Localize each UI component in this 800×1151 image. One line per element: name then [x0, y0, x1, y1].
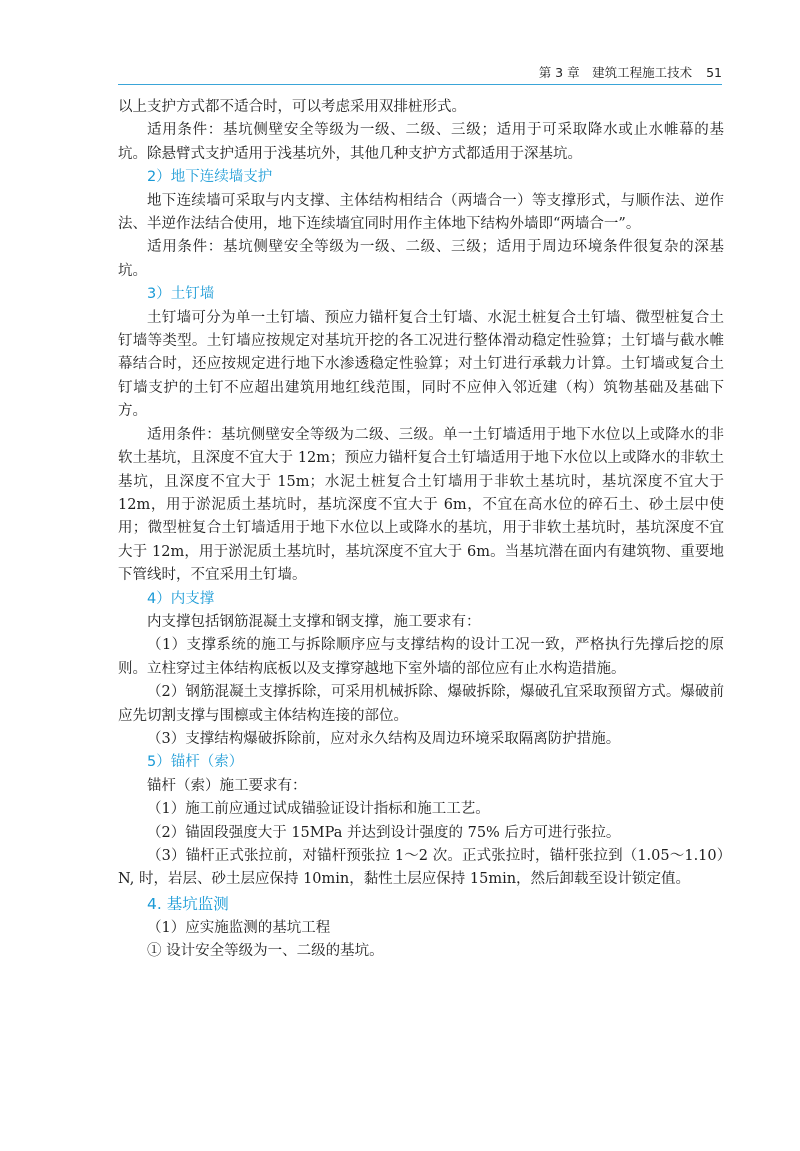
- list-item: （1）施工前应通过试成锚验证设计指标和施工工艺。: [147, 801, 490, 818]
- page-number: 51: [706, 65, 722, 80]
- page-header: [118, 62, 722, 85]
- paragraph: 土钉墙可分为单一土钉墙、预应力锚杆复合土钉墙、水泥土桩复合土钉墙、微型桩复合土钉墙等类型。土钉墙应按规定对基坑开挖的各工况进行整体滑动稳定性验算；土钉墙与截水帷幕结合时，还应按规定进行地下水渗透稳定性验算；对土钉进行承载力计算。土钉墙或复合土钉墙支护的土钉不应超出建筑用地红线范围，同时不应伸入邻近建（构）筑物基础及基础下方。: [118, 309, 724, 420]
- page-body: [118, 96, 724, 964]
- list-item: （2）锚固段强度大于 15MPa 并达到设计强度的 75% 后方可进行张拉。: [147, 824, 621, 841]
- header-text: [539, 63, 722, 81]
- list-item: ① 设计安全等级为一、二级的基坑。: [147, 943, 384, 960]
- subsection-heading-diaphragm-wall: 2）地下连续墙支护: [147, 169, 273, 186]
- list-item: （3）支撑结构爆破拆除前，应对永久结构及周边环境采取隔离防护措施。: [147, 730, 621, 747]
- list-item: （1）应实施监测的基坑工程: [147, 919, 331, 936]
- list-item: （1）支撑系统的施工与拆除顺序应与支撑结构的设计工况一致，严格执行先撑后挖的原则。立柱穿过主体结构底板以及支撑穿越地下室外墙的部位应有止水构造措施。: [118, 637, 724, 677]
- list-item: （3）锚杆正式张拉前，对锚杆预张拉 1～2 次。正式张拉时，锚杆张拉到（1.05～1.10）N, 时，岩层、砂土层应保持 10min，黏性土层应保持 15min，然后卸载至设计锁定值。: [118, 848, 724, 888]
- paragraph: 内支撑包括钢筋混凝土支撑和钢支撑，施工要求有：: [147, 613, 481, 630]
- subsection-heading-anchor: 5）锚杆（索）: [147, 754, 244, 771]
- list-item: （2）钢筋混凝土支撑拆除，可采用机械拆除、爆破拆除，爆破孔宜采取预留方式。爆破前应先切割支撑与围檩或主体结构连接的部位。: [118, 684, 724, 724]
- paragraph: 以上支护方式都不适合时，可以考虑采用双排桩形式。: [118, 99, 466, 115]
- paragraph: 锚杆（索）施工要求有：: [147, 777, 307, 794]
- subsection-heading-soil-nail-wall: 3）土钉墙: [147, 286, 215, 303]
- paragraph: 适用条件：基坑侧壁安全等级为一级、二级、三级；适用于周边环境条件很复杂的深基坑。: [118, 239, 724, 279]
- chapter-title: 第 3 章 建筑工程施工技术: [538, 65, 693, 80]
- paragraph: 适用条件：基坑侧壁安全等级为二级、三级。单一土钉墙适用于地下水位以上或降水的非软土基坑，且深度不宜大于 12m；预应力锚杆复合土钉墙适用于地下水位以上或降水的非软土基坑，且深度不宜大于 15m；水泥土桩复合土钉墙用于非软土基坑时，基坑深度不宜大于 12m，用于淤泥质土基坑时，基坑深度不宜大于 6m，不宜在高水位的碎石土、砂土层中使用；微型桩复合土钉墙适用于地下水位以上或降水的基坑，用于非软土基坑时，基坑深度不宜大于 12m，用于淤泥质土基坑时，基坑深度不宜大于 6m。当基坑潜在面内有建筑物、重要地下管线时，不宜采用土钉墙。: [118, 426, 724, 584]
- section-heading-monitoring: 4. 基坑监测: [147, 894, 229, 913]
- subsection-heading-internal-bracing: 4）内支撑: [147, 590, 215, 607]
- paragraph: 适用条件：基坑侧壁安全等级为一级、二级、三级；适用于可采取降水或止水帷幕的基坑。除悬臂式支护适用于浅基坑外，其他几种支护方式都适用于深基坑。: [118, 122, 724, 162]
- paragraph: 地下连续墙可采取与内支撑、主体结构相结合（两墙合一）等支撑形式，与顺作法、逆作法、半逆作法结合使用，地下连续墙宜同时用作主体地下结构外墙即“两墙合一”。: [118, 192, 724, 233]
